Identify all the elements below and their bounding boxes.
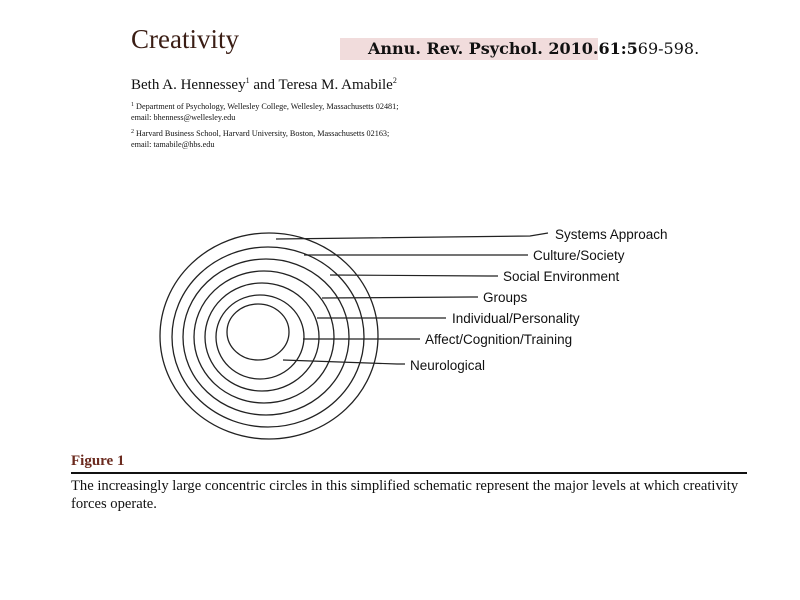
circle-individual-personality bbox=[205, 283, 319, 391]
author-conjunction: and bbox=[253, 77, 275, 93]
circle-neurological bbox=[227, 304, 289, 360]
circle-affect-cognition-training bbox=[216, 295, 304, 379]
figure-label: Figure 1 bbox=[71, 453, 125, 469]
label-social-environment: Social Environment bbox=[503, 269, 620, 284]
affiliation-2-email: email: tamabile@hbs.edu bbox=[131, 140, 215, 149]
figure-caption: The increasingly large concentric circles in this simplified schematic represent the major levels at which creativity forces operate. bbox=[71, 478, 739, 512]
label-systems-approach: Systems Approach bbox=[555, 227, 668, 242]
leader-social-environment bbox=[330, 275, 498, 276]
circle-culture-society bbox=[172, 247, 364, 427]
circle-groups bbox=[194, 271, 334, 403]
author-1-mark: 1 bbox=[245, 76, 250, 85]
label-culture-society: Culture/Society bbox=[533, 248, 625, 263]
author-2-mark: 2 bbox=[392, 76, 397, 85]
circle-systems-approach bbox=[160, 233, 378, 439]
figure-rule bbox=[71, 472, 747, 474]
label-neurological: Neurological bbox=[410, 358, 486, 373]
article-title: Creativity bbox=[131, 24, 239, 54]
affiliation-1-email: email: bhenness@wellesley.edu bbox=[131, 113, 236, 122]
leader-systems-approach bbox=[276, 233, 548, 239]
label-groups: Groups bbox=[483, 290, 528, 305]
leader-groups bbox=[322, 297, 478, 298]
label-individual-personality: Individual/Personality bbox=[452, 311, 580, 326]
author-hennessey: Beth A. Hennessey bbox=[131, 77, 246, 93]
label-affect-cognition-training: Affect/Cognition/Training bbox=[425, 332, 573, 347]
affiliation-2-mark: 2 bbox=[131, 129, 134, 135]
affiliation-1-address: Department of Psychology, Wellesley College, Wellesley, Massachusetts 02481; bbox=[136, 102, 399, 111]
author-amabile: Teresa M. Amabile bbox=[278, 77, 393, 93]
circle-social-environment bbox=[183, 259, 349, 415]
affiliation-2-address: Harvard Business School, Harvard University, Boston, Massachusetts 02163; bbox=[136, 129, 390, 138]
citation-pages: 69-598. bbox=[637, 39, 700, 58]
citation-journal: Annu. Rev. Psychol. 2010.61:5 bbox=[368, 39, 638, 58]
affiliation-1-mark: 1 bbox=[131, 102, 134, 108]
